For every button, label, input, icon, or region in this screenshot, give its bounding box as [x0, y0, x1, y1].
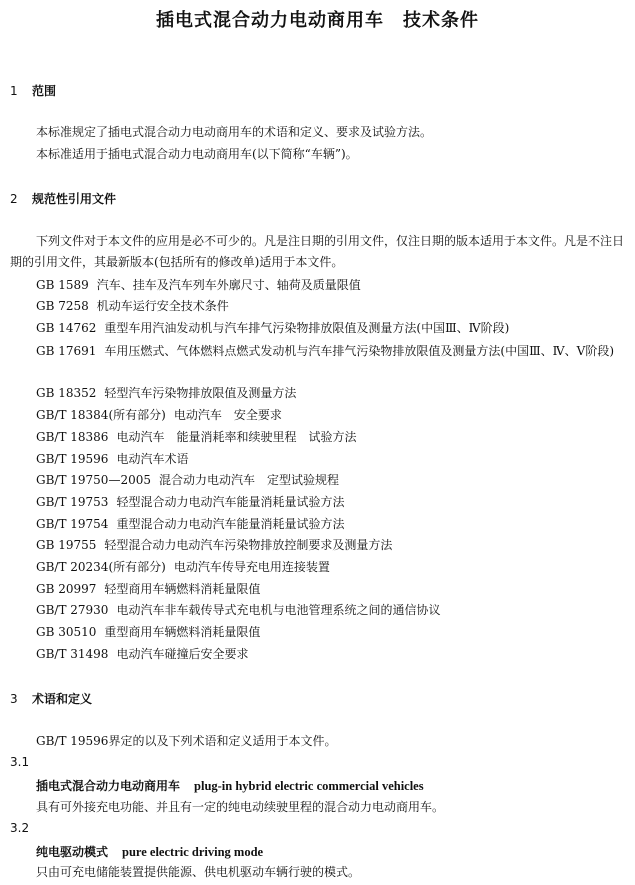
reference-code: GB/T 18386 — [36, 430, 109, 444]
reference-item — [36, 559, 631, 575]
reference-title: 混合动力电动汽车 定型试验规程 — [158, 473, 339, 487]
term-chinese: 纯电驱动模式 — [36, 845, 109, 859]
reference-item — [36, 451, 631, 467]
reference-item — [36, 277, 631, 293]
section-title: 规范性引用文件 — [32, 192, 117, 206]
reference-code: GB/T 20234(所有部分) — [36, 560, 166, 574]
reference-code: GB 14762 — [36, 321, 97, 335]
reference-title: 车用压燃式、气体燃料点燃式发动机与汽车排气污染物排放限值及测量方法(中国Ⅲ、Ⅳ、Ⅴ阶段) — [104, 344, 614, 358]
reference-code: GB/T 19753 — [36, 495, 109, 509]
reference-title: 电动汽车 能量消耗率和续驶里程 试验方法 — [116, 430, 357, 444]
section-heading-terms — [10, 690, 92, 707]
reference-item — [36, 472, 631, 488]
reference-item — [36, 385, 631, 401]
reference-title: 电动汽车非车载传导式充电机与电池管理系统之间的通信协议 — [116, 603, 441, 617]
scope-paragraph-2: 本标准适用于插电式混合动力电动商用车(以下简称“车辆”)。 — [36, 147, 358, 161]
reference-item — [36, 646, 631, 662]
reference-title: 重型车用汽油发动机与汽车排气污染物排放限值及测量方法(中国Ⅲ、Ⅳ阶段) — [104, 321, 510, 335]
section-heading-scope — [10, 82, 56, 99]
reference-title: 机动车运行安全技术条件 — [96, 299, 229, 313]
reference-item — [36, 581, 631, 597]
document-title: 插电式混合动力电动商用车 技术条件 — [156, 10, 479, 31]
reference-title: 电动汽车 安全要求 — [173, 408, 282, 422]
reference-item — [36, 537, 631, 553]
reference-code: GB/T 19596 — [36, 452, 109, 466]
reference-item — [36, 494, 631, 510]
reference-code: GB 20997 — [36, 582, 97, 596]
reference-title: 轻型混合动力电动汽车污染物排放控制要求及测量方法 — [104, 538, 393, 552]
section-heading-references — [10, 190, 116, 207]
reference-title: 重型混合动力电动汽车能量消耗量试验方法 — [116, 517, 345, 531]
reference-code: GB 18352 — [36, 386, 97, 400]
reference-code: GB 1589 — [36, 278, 89, 292]
reference-item — [36, 429, 631, 445]
references-intro: 下列文件对于本文件的应用是必不可少的。凡是注日期的引用文件，仅注日期的版本适用于本文件。凡是不注日期的引用文件，其最新版本(包括所有的修改单)适用于本文件。 — [10, 234, 625, 269]
term-chinese: 插电式混合动力电动商用车 — [36, 779, 181, 793]
reference-code: GB/T 19750—2005 — [36, 473, 151, 487]
term-definition: 只由可充电储能装置提供能源、供电机驱动车辆行驶的模式。 — [36, 865, 361, 879]
scope-paragraph-1: 本标准规定了插电式混合动力电动商用车的术语和定义、要求及试验方法。 — [36, 125, 433, 139]
clause-number: 3.2 — [10, 821, 30, 835]
reference-item — [36, 602, 631, 618]
term-english: plug-in hybrid electric commercial vehicles — [194, 779, 424, 793]
reference-item — [36, 298, 631, 314]
reference-code: GB 19755 — [36, 538, 97, 552]
reference-code: GB/T 27930 — [36, 603, 109, 617]
terms-intro: GB/T 19596界定的以及下列术语和定义适用于本文件。 — [36, 734, 337, 748]
reference-item — [36, 320, 631, 336]
reference-code: GB 7258 — [36, 299, 89, 313]
reference-code: GB/T 19754 — [36, 517, 109, 531]
reference-title: 电动汽车术语 — [116, 452, 189, 466]
term-title — [36, 777, 424, 794]
reference-title: 汽车、挂车及汽车列车外廓尺寸、轴荷及质量限值 — [96, 278, 361, 292]
reference-title: 轻型汽车污染物排放限值及测量方法 — [104, 386, 297, 400]
reference-item — [10, 340, 630, 362]
term-definition: 具有可外接充电功能、并且有一定的纯电动续驶里程的混合动力电动商用车。 — [36, 800, 445, 814]
reference-title: 重型商用车辆燃料消耗量限值 — [104, 625, 261, 639]
section-number: 1 — [10, 84, 18, 98]
clause-number: 3.1 — [10, 755, 30, 769]
term-english: pure electric driving mode — [122, 845, 264, 859]
section-number: 3 — [10, 692, 18, 706]
section-number: 2 — [10, 192, 18, 206]
reference-code: GB/T 18384(所有部分) — [36, 408, 166, 422]
reference-item — [36, 624, 631, 640]
reference-code: GB 30510 — [36, 625, 97, 639]
reference-code: GB/T 31498 — [36, 647, 109, 661]
section-title: 术语和定义 — [32, 692, 93, 706]
reference-title: 轻型混合动力电动汽车能量消耗量试验方法 — [116, 495, 345, 509]
reference-code: GB 17691 — [36, 344, 97, 358]
reference-title: 轻型商用车辆燃料消耗量限值 — [104, 582, 261, 596]
reference-title: 电动汽车碰撞后安全要求 — [116, 647, 249, 661]
reference-item — [36, 516, 631, 532]
reference-title: 电动汽车传导充电用连接装置 — [173, 560, 330, 574]
term-title — [36, 843, 263, 860]
section-title: 范围 — [32, 84, 57, 98]
reference-item — [36, 407, 631, 423]
